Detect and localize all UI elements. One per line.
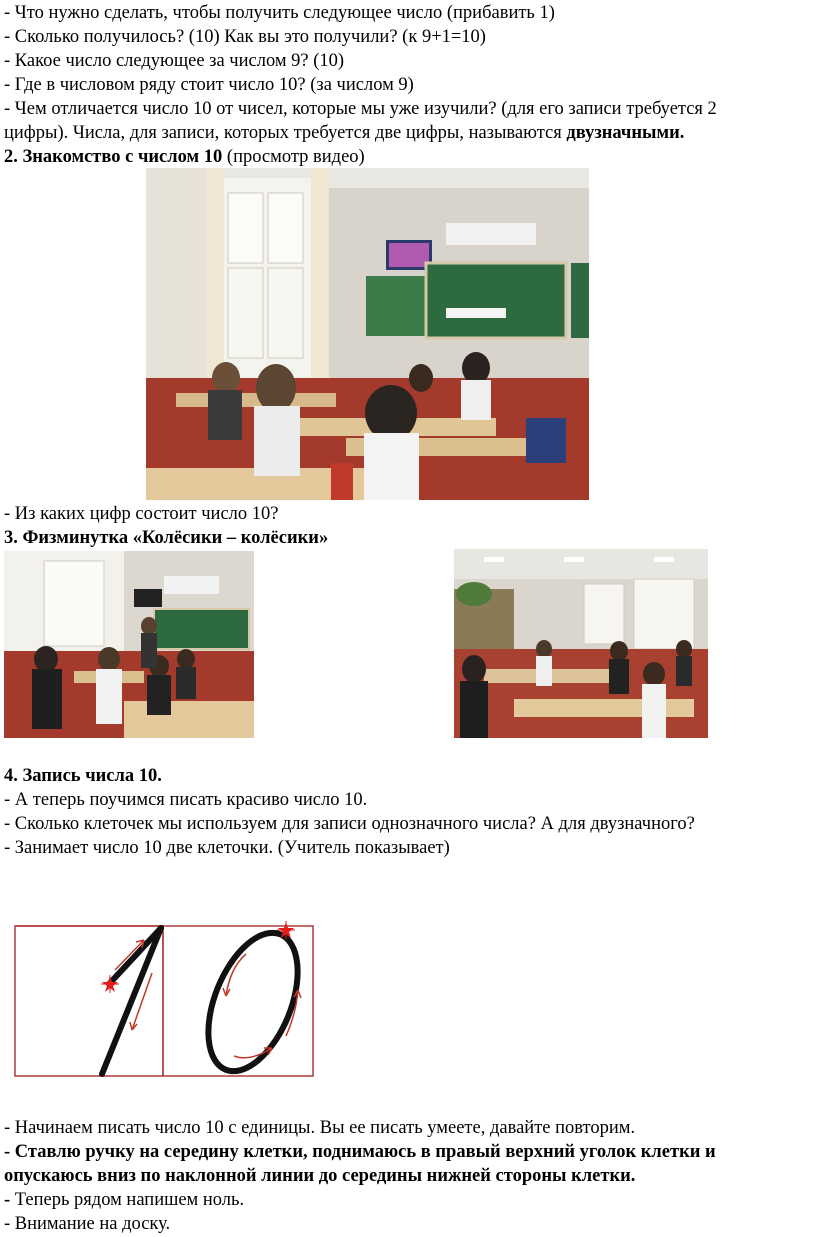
exercise-photo-right — [454, 549, 708, 738]
section-4-line-3: - Занимает число 10 две клеточки. (Учитель показывает) — [4, 838, 450, 858]
closing-line-5: - Внимание на доску. — [4, 1214, 171, 1234]
section-4-line-2: - Сколько клеточек мы используем для записи однозначного числа? А для двузначного? — [4, 814, 695, 834]
section-2-note: (просмотр видео) — [222, 147, 365, 167]
closing-line-3: опускаюсь вниз по наклонной линии до середины нижней стороны клетки. — [4, 1166, 636, 1186]
classroom-video-photo — [146, 168, 589, 500]
closing-line-4-text: Теперь рядом напишем ноль. — [10, 1190, 245, 1210]
closing-line-1: - Начинаем писать число 10 с единицы. Вы ее писать умеете, давайте повторим. — [4, 1118, 636, 1138]
section-3-heading: 3. Физминутка «Колёсики – колёсики» — [4, 528, 329, 548]
section-2-heading-line — [4, 146, 365, 168]
intro-line-4: - Где в числовом ряду стоит число 10? (за числом 9) — [4, 75, 414, 95]
intro-line-6 — [4, 122, 684, 144]
section-2-heading: 2. Знакомство с числом 10 — [4, 147, 223, 167]
number-10-writing-diagram — [14, 918, 316, 1078]
intro-line-2: - Сколько получилось? (10) Как вы это получили? (к 9+1=10) — [4, 27, 486, 47]
intro-line-3: - Какое число следующее за числом 9? (10) — [4, 51, 345, 71]
term-two-digit: двузначными. — [566, 123, 685, 143]
intro-line-1: - Что нужно сделать, чтобы получить следующее число (прибавить 1) — [4, 3, 555, 23]
intro-line-5: - Чем отличается число 10 от чисел, которые мы уже изучили? (для его записи требуется 2 — [4, 99, 717, 119]
intro-line-6-text: цифры). Числа, для записи, которых требуется две цифры, называются — [4, 123, 567, 143]
exercise-photo-left — [4, 551, 254, 738]
one-upstroke — [110, 928, 161, 983]
closing-line-4 — [4, 1189, 244, 1211]
section-4-line-1: - А теперь поучимся писать красиво число 10. — [4, 790, 368, 810]
closing-line-2: - Ставлю ручку на середину клетки, поднимаюсь в правый верхний уголок клетки и — [4, 1142, 716, 1162]
closing-line-4-dash: - — [4, 1190, 11, 1210]
one-downstroke — [102, 928, 161, 1074]
section-4-heading: 4. Запись числа 10. — [4, 766, 162, 786]
question-digits: - Из каких цифр состоит число 10? — [4, 504, 279, 524]
